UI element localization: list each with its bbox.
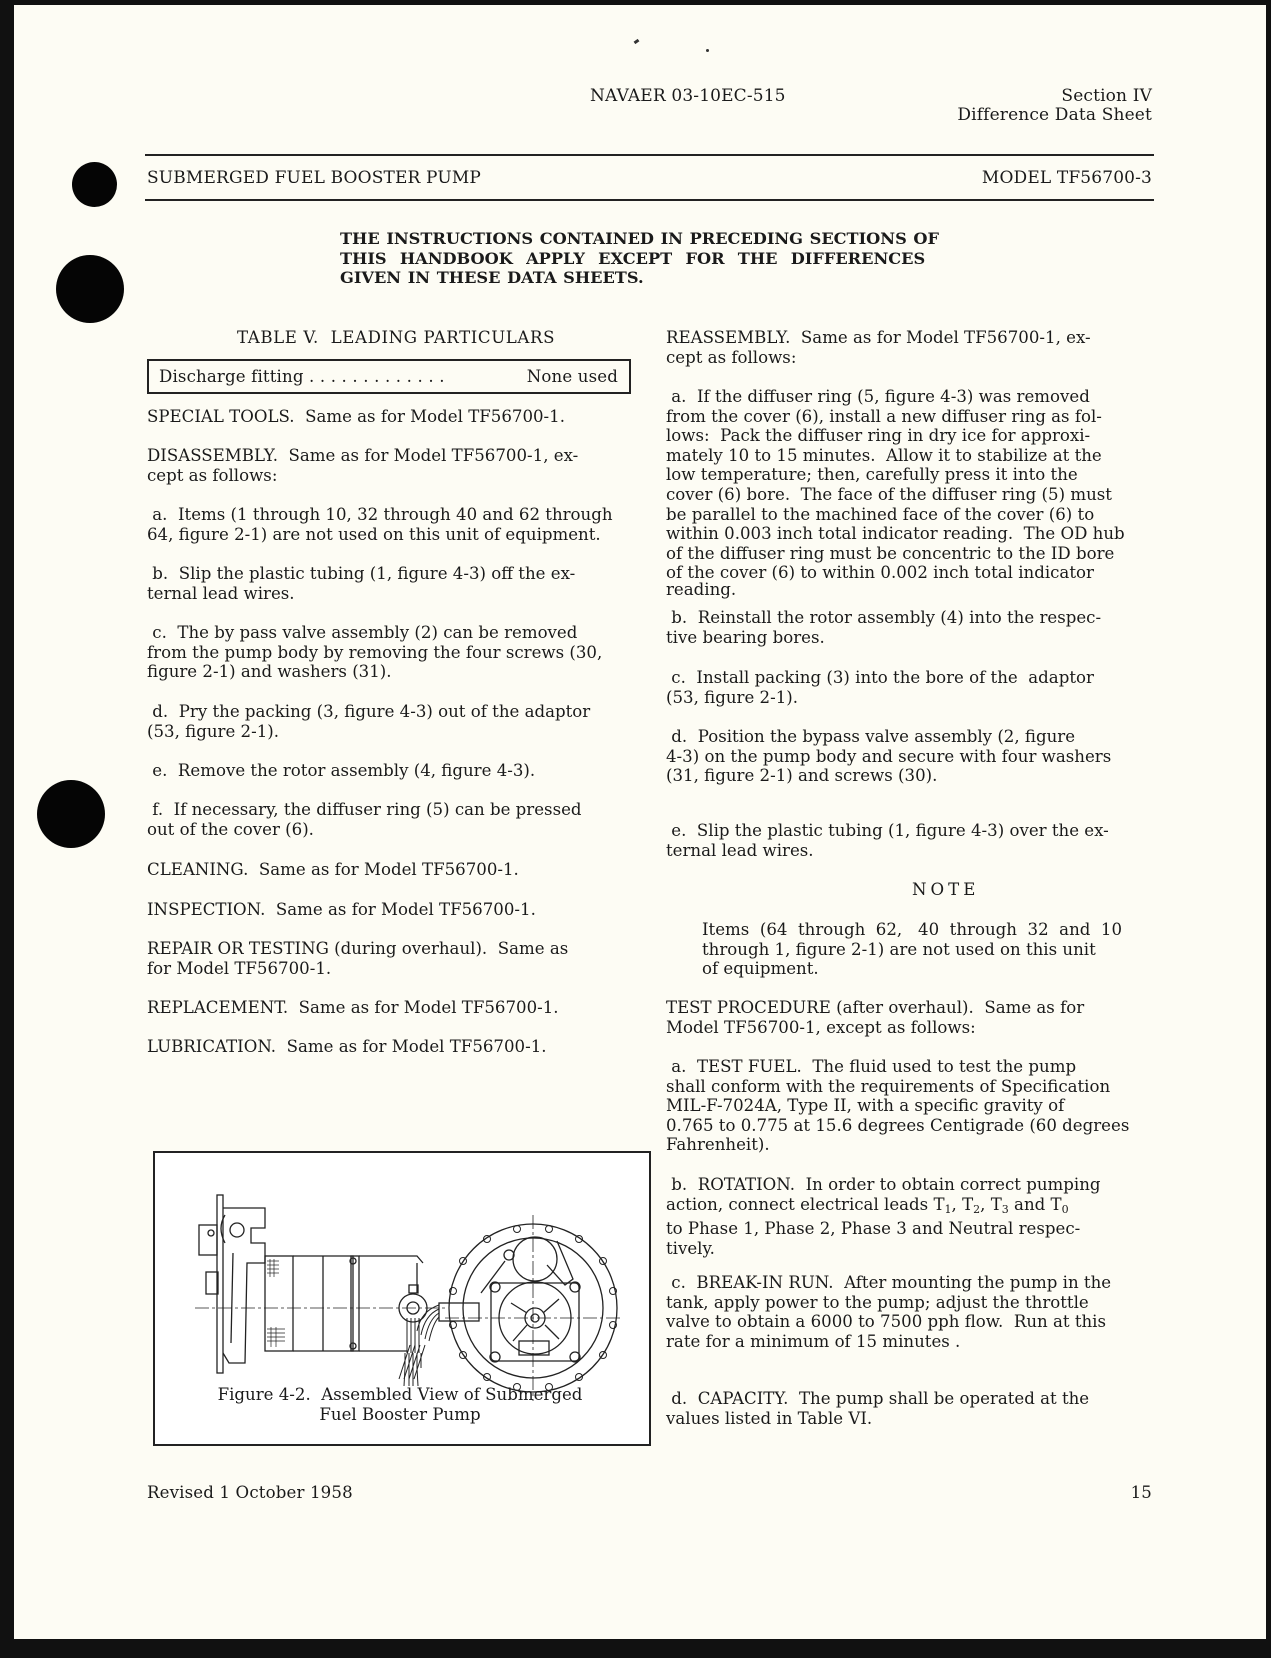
disassembly-step-a: a. Items (1 through 10, 32 through 40 and 62 through 64, figure 2-1) are not used on this unit of equipment. <box>147 505 613 544</box>
scan-speck <box>706 49 709 52</box>
inspection: INSPECTION. Same as for Model TF56700-1. <box>147 900 536 919</box>
header-rule-top <box>145 154 1154 156</box>
reassembly-step-b: b. Reinstall the rotor assembly (4) into the respec- tive bearing bores. <box>666 608 1102 647</box>
disassembly-step-f: f. If necessary, the diffuser ring (5) can be pressed out of the cover (6). <box>147 800 582 839</box>
table-row-value: None used <box>526 367 618 386</box>
scan-speck <box>634 39 640 44</box>
disassembly-step-b: b. Slip the plastic tubing (1, figure 4-3) off the ex- ternal lead wires. <box>147 564 576 603</box>
section-subtitle: Difference Data Sheet <box>957 105 1152 125</box>
document-page <box>14 5 1266 1639</box>
disassembly-heading: DISASSEMBLY. Same as for Model TF56700-1, ex- cept as follows: <box>147 446 579 485</box>
doc-number: NAVAER 03-10EC-515 <box>590 86 786 106</box>
leading-particulars-table <box>147 359 631 394</box>
disassembly-step-c: c. The by pass valve assembly (2) can be removed from the pump body by removing the four screws (30, figure 2-1) and washers (31). <box>147 623 603 682</box>
revision-date: Revised 1 October 1958 <box>147 1483 353 1502</box>
reassembly-heading: REASSEMBLY. Same as for Model TF56700-1, ex- cept as follows: <box>666 328 1091 367</box>
table-title: TABLE V. LEADING PARTICULARS <box>237 328 556 347</box>
header-rule-bottom <box>145 199 1154 201</box>
binder-hole <box>37 780 105 848</box>
reassembly-step-c: c. Install packing (3) into the bore of the adaptor (53, figure 2-1). <box>666 668 1094 707</box>
model-title: MODEL TF56700-3 <box>981 168 1152 188</box>
pump-side-view-icon <box>195 1195 445 1386</box>
test-step-d-capacity: d. CAPACITY. The pump shall be operated at the values listed in Table VI. <box>666 1389 1090 1428</box>
disassembly-step-e: e. Remove the rotor assembly (4, figure 4-3). <box>147 761 536 780</box>
figure-caption: Figure 4-2. Assembled View of Submerged Fuel Booster Pump <box>217 1385 583 1424</box>
reassembly-step-d: d. Position the bypass valve assembly (2, figure 4-3) on the pump body and secure with four washers (31, figure 2-1) and screws (30). <box>666 727 1112 786</box>
disassembly-step-d: d. Pry the packing (3, figure 4-3) out of the adaptor (53, figure 2-1). <box>147 702 591 741</box>
test-procedure-heading: TEST PROCEDURE (after overhaul). Same as for Model TF56700-1, except as follows: <box>666 998 1085 1037</box>
test-step-b-rotation: b. ROTATION. In order to obtain correct pumping action, connect electrical leads $T_1$, $T_2$, $T_3$ and $T_0$ to Phase 1, Phase 2, Phase 3 and Neutral respec- tively. <box>666 1175 1101 1258</box>
note-body: Items (64 through 62, 40 through 32 and 10 through 1, figure 2-1) are not used on this unit of equipment. <box>702 920 1123 979</box>
replacement: REPLACEMENT. Same as for Model TF56700-1. <box>147 998 559 1017</box>
binder-hole <box>56 255 124 323</box>
page-number: 15 <box>1130 1483 1152 1502</box>
intro-paragraph: THE INSTRUCTIONS CONTAINED IN PRECEDING SECTIONS OF THIS HANDBOOK APPLY EXCEPT FOR THE DIFFERENCES GIVEN IN THESE DATA SHEETS. <box>340 229 939 288</box>
repair-or-testing: REPAIR OR TESTING (during overhaul). Same as for Model TF56700-1. <box>147 939 569 978</box>
section-label: Section IV <box>1061 86 1152 106</box>
reassembly-step-e: e. Slip the plastic tubing (1, figure 4-3) over the ex- ternal lead wires. <box>666 821 1109 860</box>
document-title: SUBMERGED FUEL BOOSTER PUMP <box>147 168 481 188</box>
special-tools: SPECIAL TOOLS. Same as for Model TF56700-1. <box>147 407 565 426</box>
cleaning: CLEANING. Same as for Model TF56700-1. <box>147 860 519 879</box>
lubrication: LUBRICATION. Same as for Model TF56700-1. <box>147 1037 547 1056</box>
table-row-label: Discharge fitting <box>159 367 304 386</box>
test-step-a-test-fuel: a. TEST FUEL. The fluid used to test the pump shall conform with the requirements of Specification MIL-F-7024A, Type II, with a specific gravity of 0.765 to 0.775 at 15.6 degrees Centigrade (60 degrees Fahrenheit). <box>666 1057 1130 1155</box>
pump-end-view-icon <box>399 1215 623 1401</box>
table-row-leader: . . . . . . . . . . . . . <box>309 367 445 386</box>
test-step-c-break-in-run: c. BREAK-IN RUN. After mounting the pump in the tank, apply power to the pump; adjust the throttle valve to obtain a 6000 to 7500 pph flow. Run at this rate for a minimum of 15 minutes . <box>666 1273 1112 1351</box>
binder-hole <box>72 162 117 207</box>
note-title: NOTE <box>912 880 980 899</box>
reassembly-step-a: a. If the diffuser ring (5, figure 4-3) was removed from the cover (6), install a new diffuser ring as fol- lows: Pack the diffuser ring in dry ice for approxi- mately 10 to 15 minutes. Allow it to stabilize at the low temperature; then, carefully press it into the cover (6) bore. The face of the diffuser ring (5) must be parallel to the machined face of the cover (6) to within 0.003 inch total indicator reading. The OD hub of the diffuser ring must be concentric to the ID bore of the cover (6) to within 0.002 inch total indicator reading. <box>666 387 1125 599</box>
